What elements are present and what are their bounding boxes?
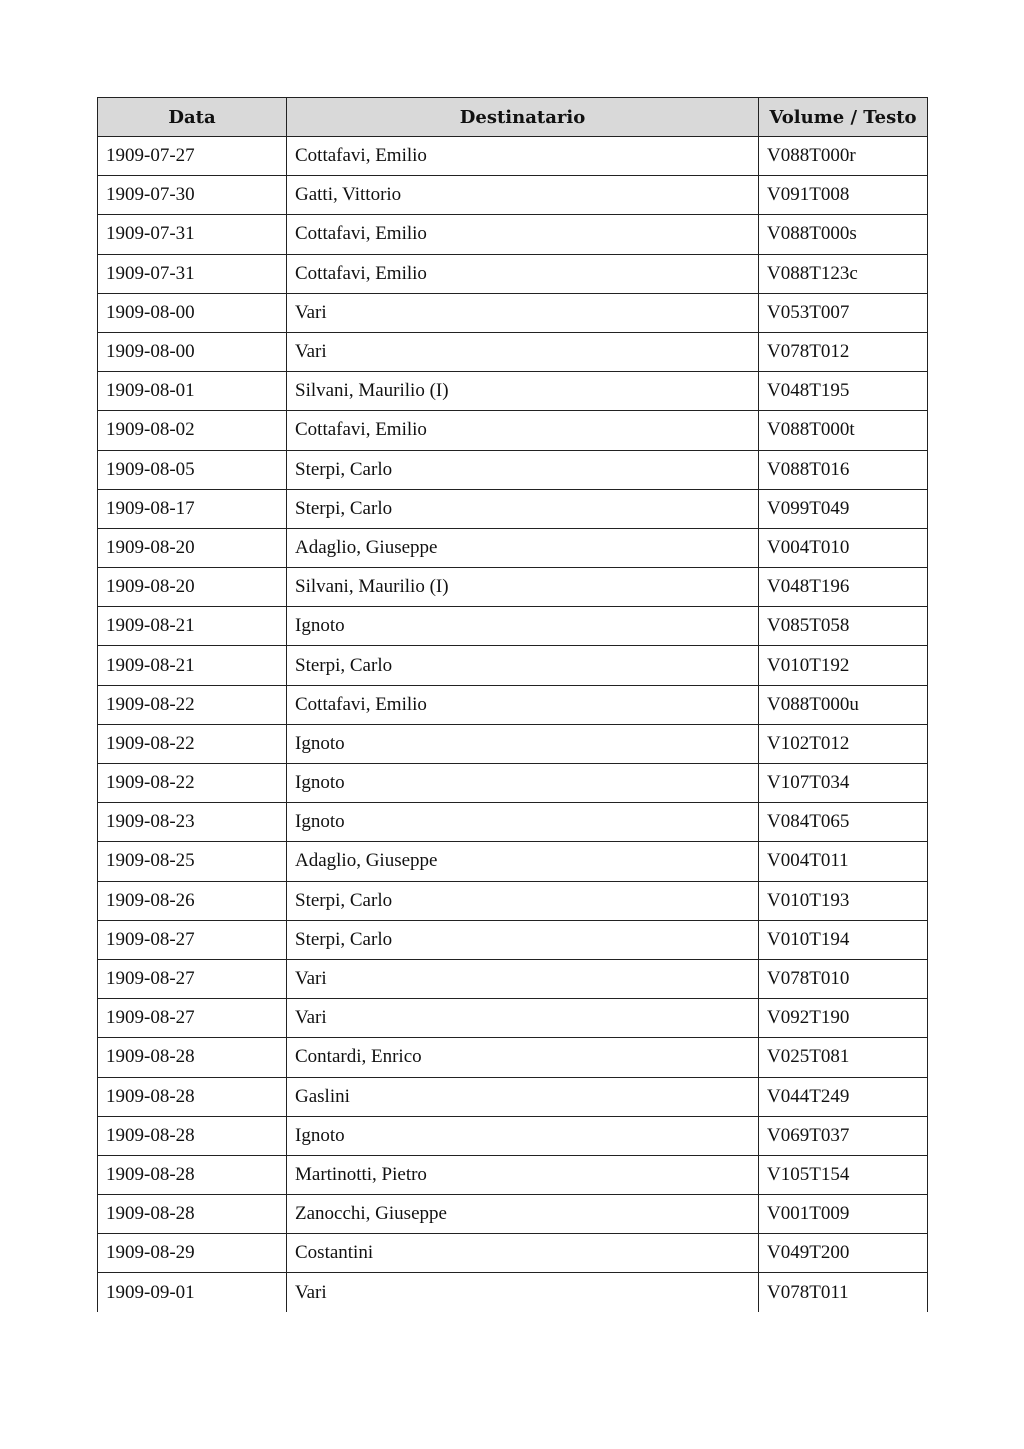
table-row <box>98 1116 928 1155</box>
table-row <box>98 176 928 215</box>
cell-recipient: Gaslini <box>287 1077 759 1116</box>
cell-recipient: Vari <box>287 999 759 1038</box>
cell-recipient: Contardi, Enrico <box>287 1038 759 1077</box>
cell-recipient: Adaglio, Giuseppe <box>287 842 759 881</box>
table-row <box>98 685 928 724</box>
cell-volume: V049T200 <box>759 1234 928 1273</box>
cell-recipient: Vari <box>287 1273 759 1312</box>
cell-recipient: Silvani, Maurilio (I) <box>287 568 759 607</box>
table-row <box>98 920 928 959</box>
cell-date: 1909-08-21 <box>98 607 287 646</box>
cell-recipient: Silvani, Maurilio (I) <box>287 372 759 411</box>
cell-date: 1909-08-00 <box>98 293 287 332</box>
cell-recipient: Ignoto <box>287 1116 759 1155</box>
cell-date: 1909-07-31 <box>98 254 287 293</box>
cell-date: 1909-08-05 <box>98 450 287 489</box>
cell-volume: V088T123c <box>759 254 928 293</box>
cell-recipient: Martinotti, Pietro <box>287 1155 759 1194</box>
cell-volume: V088T000u <box>759 685 928 724</box>
cell-date: 1909-08-20 <box>98 568 287 607</box>
cell-volume: V010T192 <box>759 646 928 685</box>
cell-date: 1909-07-30 <box>98 176 287 215</box>
table-row <box>98 215 928 254</box>
cell-date: 1909-07-31 <box>98 215 287 254</box>
cell-volume: V091T008 <box>759 176 928 215</box>
cell-date: 1909-08-28 <box>98 1077 287 1116</box>
cell-volume: V088T000t <box>759 411 928 450</box>
cell-recipient: Cottafavi, Emilio <box>287 137 759 176</box>
cell-date: 1909-08-28 <box>98 1155 287 1194</box>
table-row <box>98 999 928 1038</box>
letters-table <box>97 97 928 1312</box>
cell-volume: V078T010 <box>759 959 928 998</box>
cell-volume: V010T193 <box>759 881 928 920</box>
cell-recipient: Cottafavi, Emilio <box>287 254 759 293</box>
cell-recipient: Ignoto <box>287 724 759 763</box>
cell-date: 1909-08-22 <box>98 764 287 803</box>
cell-volume: V078T012 <box>759 332 928 371</box>
cell-recipient: Sterpi, Carlo <box>287 489 759 528</box>
table-row <box>98 450 928 489</box>
cell-volume: V069T037 <box>759 1116 928 1155</box>
table-row <box>98 293 928 332</box>
table-row <box>98 254 928 293</box>
cell-recipient: Sterpi, Carlo <box>287 881 759 920</box>
cell-date: 1909-08-02 <box>98 411 287 450</box>
cell-recipient: Costantini <box>287 1234 759 1273</box>
cell-recipient: Ignoto <box>287 764 759 803</box>
cell-recipient: Gatti, Vittorio <box>287 176 759 215</box>
cell-recipient: Vari <box>287 332 759 371</box>
table-row <box>98 1273 928 1312</box>
cell-date: 1909-08-22 <box>98 724 287 763</box>
table-row <box>98 528 928 567</box>
cell-recipient: Sterpi, Carlo <box>287 450 759 489</box>
cell-volume: V107T034 <box>759 764 928 803</box>
header-date: Data <box>98 98 287 137</box>
cell-volume: V088T000r <box>759 137 928 176</box>
table-row <box>98 724 928 763</box>
cell-volume: V092T190 <box>759 999 928 1038</box>
cell-volume: V084T065 <box>759 803 928 842</box>
cell-recipient: Cottafavi, Emilio <box>287 411 759 450</box>
table-row <box>98 1155 928 1194</box>
cell-date: 1909-08-00 <box>98 332 287 371</box>
cell-volume: V001T009 <box>759 1195 928 1234</box>
table-row <box>98 1195 928 1234</box>
table-row <box>98 842 928 881</box>
cell-volume: V048T195 <box>759 372 928 411</box>
cell-date: 1909-08-29 <box>98 1234 287 1273</box>
cell-date: 1909-08-28 <box>98 1195 287 1234</box>
table-header-row <box>98 98 928 137</box>
table-row <box>98 1234 928 1273</box>
cell-volume: V088T000s <box>759 215 928 254</box>
table-row <box>98 1038 928 1077</box>
cell-recipient: Cottafavi, Emilio <box>287 685 759 724</box>
cell-date: 1909-08-28 <box>98 1116 287 1155</box>
cell-date: 1909-09-01 <box>98 1273 287 1312</box>
cell-volume: V099T049 <box>759 489 928 528</box>
table-body <box>98 137 928 1313</box>
cell-date: 1909-08-23 <box>98 803 287 842</box>
table-row <box>98 764 928 803</box>
cell-volume: V088T016 <box>759 450 928 489</box>
table-row <box>98 881 928 920</box>
table-row <box>98 332 928 371</box>
cell-date: 1909-08-26 <box>98 881 287 920</box>
cell-date: 1909-08-27 <box>98 959 287 998</box>
cell-date: 1909-08-21 <box>98 646 287 685</box>
cell-recipient: Ignoto <box>287 803 759 842</box>
cell-volume: V044T249 <box>759 1077 928 1116</box>
cell-recipient: Vari <box>287 959 759 998</box>
table-row <box>98 1077 928 1116</box>
cell-recipient: Vari <box>287 293 759 332</box>
table-row <box>98 959 928 998</box>
cell-recipient: Zanocchi, Giuseppe <box>287 1195 759 1234</box>
table-row <box>98 411 928 450</box>
cell-recipient: Adaglio, Giuseppe <box>287 528 759 567</box>
table-row <box>98 489 928 528</box>
cell-volume: V102T012 <box>759 724 928 763</box>
cell-date: 1909-08-27 <box>98 999 287 1038</box>
cell-volume: V078T011 <box>759 1273 928 1312</box>
cell-date: 1909-08-22 <box>98 685 287 724</box>
cell-date: 1909-07-27 <box>98 137 287 176</box>
table-row <box>98 372 928 411</box>
cell-volume: V048T196 <box>759 568 928 607</box>
table-row <box>98 646 928 685</box>
cell-date: 1909-08-28 <box>98 1038 287 1077</box>
cell-volume: V004T011 <box>759 842 928 881</box>
header-recipient: Destinatario <box>287 98 759 137</box>
cell-date: 1909-08-27 <box>98 920 287 959</box>
cell-date: 1909-08-20 <box>98 528 287 567</box>
table-row <box>98 607 928 646</box>
cell-recipient: Sterpi, Carlo <box>287 920 759 959</box>
cell-volume: V105T154 <box>759 1155 928 1194</box>
cell-recipient: Sterpi, Carlo <box>287 646 759 685</box>
header-volume: Volume / Testo <box>759 98 928 137</box>
cell-date: 1909-08-17 <box>98 489 287 528</box>
cell-volume: V053T007 <box>759 293 928 332</box>
cell-date: 1909-08-25 <box>98 842 287 881</box>
cell-date: 1909-08-01 <box>98 372 287 411</box>
cell-volume: V025T081 <box>759 1038 928 1077</box>
cell-recipient: Ignoto <box>287 607 759 646</box>
cell-volume: V085T058 <box>759 607 928 646</box>
table-row <box>98 137 928 176</box>
table-row <box>98 803 928 842</box>
cell-recipient: Cottafavi, Emilio <box>287 215 759 254</box>
table-row <box>98 568 928 607</box>
cell-volume: V010T194 <box>759 920 928 959</box>
cell-volume: V004T010 <box>759 528 928 567</box>
